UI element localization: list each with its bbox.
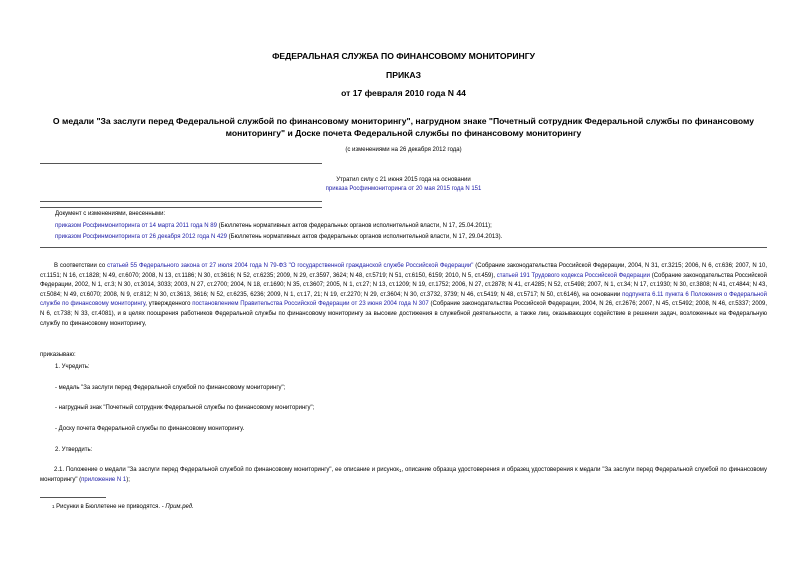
law-link[interactable]: статьей 55 Федерального закона от 27 июля 2004 года N 79-ФЗ "О государственной гражданской службе Российской Федерации" [107,263,474,269]
resolution-link[interactable]: постановлением Правительства Российской Федерации от 23 июня 2004 года N 307 [192,301,429,308]
amendment-link[interactable]: приказом Росфинмониторинга от 14 марта 2011 года N 89 [55,223,217,229]
amendment-source: (Бюллетень нормативных актов федеральных органов исполнительной власти, N 17, 29.04.2013). [226,234,503,240]
labor-code-link[interactable]: статьей 191 Трудового кодекса Российской Федерации [496,272,651,279]
doc-type: ПРИКАЗ [386,70,421,80]
preamble-text: (Собрание законодательства Российской Федерации, 2002, N 1, ст.3; N 30, ст.3014, 3033; 2003, N 27, ст.2700; 2004, N 18, ст.1690; N 35, ст.3607; 2005, N 1, ст.27; N 13, ст.1209; N 19, ст.1752; 2006, N 27, ст.2878; N 41, ст.4285; N 52, ст.5498; 2007, N 1, ст.34; N 17, ст.1930; N 30, ст.3808; N 41, ст.4844; N 43, ст.5084; N 49, ст.6070; 2008, N 9, ст.812; N 30, ст.3613, 3616; N 52, ст.6235, 6236; 2009, N 1, ст.17, 21; N 19, ст.2270; N 29, ст.3604; N 30, ст.3732, 3739; N 46, ст.5419; N 48, ст.5717; N 50, ст.6146), на основании [40,272,767,298]
footnote-divider [40,497,106,498]
footnote-mark: 1 [52,504,55,509]
preamble [40,262,767,329]
amendment-item [55,233,502,242]
bullet-badge: - нагрудный знак "Почетный сотрудник Федеральной службы по финансовому мониторингу"; [55,405,315,411]
item-text: ); [126,476,130,483]
footnote-text: Рисунки в Бюллетене не приводятся. - [54,504,166,510]
divider [40,163,322,164]
preamble-text: В соответствии со [54,263,108,269]
item-2-1 [40,466,767,485]
appendix-link[interactable]: приложение N 1 [81,476,127,483]
footnote-editor-note: Прим.ред. [165,504,194,510]
amendment-source: (Бюллетень нормативных актов федеральных органов исполнительной власти, N 17, 25.04.2011); [216,223,492,229]
repeal-link[interactable]: приказа Росфинмониторинга от 20 мая 2015 года N 151 [325,186,482,192]
regulation-link[interactable]: подпункта 6.11 пункта 6 Положения о Федеральной службе по финансовому мониторингу [40,291,767,308]
amendment-link[interactable]: приказом Росфинмониторинга от 26 декабря 2012 года N 429 [55,234,227,240]
order-word: приказываю: [40,352,76,358]
divider [40,207,322,208]
bullet-board: - Доску почета Федеральной службы по финансовому мониторингу. [55,426,245,432]
changes-note: (с изменениями на 26 декабря 2012 года) [345,147,462,153]
preamble-text: (Собрание законодательства Российской Федерации, 2004, N 31, ст.3215; 2006, N 6, ст.636; 2007, N 10, ст.1151; N 16, ст.1828; N 49, ст.6070; 2008, N 13, ст.1186; N 30, ст.3616; N 52, ст.6235; 2009, N 29, ст.3597, 3624; N 48, ст.5719; N 51, ст.6150, 6159; 2010, N 5, ст.459), [40,263,767,279]
amendment-item [55,222,492,231]
item-2: 2. Утвердить: [55,447,93,453]
preamble-text: , утвержденного [145,301,193,308]
item-text: , описание образца удостоверения и образец удостоверения к медали "За заслуги перед Федеральной службой по финансовому мониторингу" ( [40,467,767,483]
footnote [52,504,194,510]
doc-date-number: от 17 февраля 2010 года N 44 [341,88,466,98]
item-text: 2.1. Положение о медали "За заслуги перед Федеральной службой по финансовому мониторингу", ее описание и рисунок [54,467,399,473]
footnote-ref[interactable]: 1 [398,468,402,473]
item-1: 1. Учредить: [55,364,90,370]
divider [40,201,322,202]
preamble-text: (Собрание законодательства Российской Федерации, 2004, N 26, ст.2676; 2007, N 45, ст.5492; 2008, N 46, ст.5337; 2009, N 6, ст.738; N 33, ст.4081), и в целях поощрения работников Федеральной службы по финансовому мониторингу за высокие достижения в служебной деятельности, а также лиц, оказывающих содействие в решении задач, возложенных на Федеральную службу по финансовому мониторингу, [40,301,768,327]
divider [40,247,767,248]
agency-name: ФЕДЕРАЛЬНАЯ СЛУЖБА ПО ФИНАНСОВОМУ МОНИТОРИНГУ [272,51,535,61]
status-line: Утратил силу с 21 июня 2015 года на основании [336,177,471,183]
doc-title: О медали "За заслуги перед Федеральной службой по финансовому мониторингу", нагрудном знаке "Почетный сотрудник Федеральной службы по финансовому мониторингу" и Доске почета Федеральной службы по финансовому мониторингу [52,116,755,138]
amendments-heading: Документ с изменениями, внесенными: [55,211,166,217]
bullet-medal: - медаль "За заслуги перед Федеральной службой по финансовому мониторингу"; [55,385,286,391]
